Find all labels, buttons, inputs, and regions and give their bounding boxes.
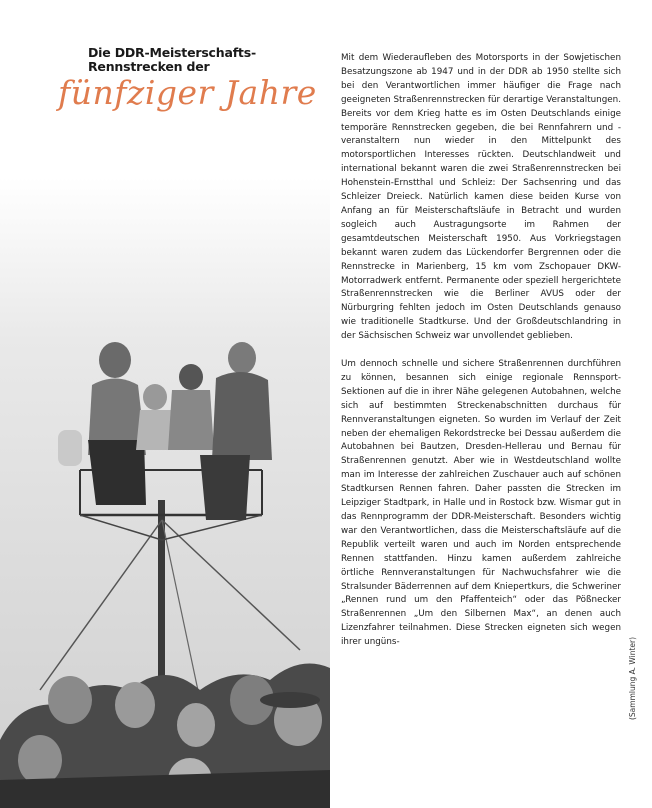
headline-script: fünfziger Jahre [58,73,317,112]
paragraph-1: Mit dem Wiederaufleben des Motorsports in der Sowjetischen Besatzungszone ab 1947 und in der DDR ab 1950 stellte sich bei den Verantwortlichen immer häufiger die Frage nach geeigneten Straßenrennstrecken für derartige Veranstaltungen. Bereits vor dem Krieg hatte es im Osten Deutschlands einige temporäre Rennstrecken gegeben, die bei Rennfahrern und -veranstaltern nun wieder in den Mittelpunkt des motorsportlichen Interesses rückten. Deutschlandweit und international bekannt waren die zwei Straßenrennstrecken bei Hohenstein-Ernstthal und Schleiz: Der Sachsenring und das Schleizer Dreieck. Natürlich kamen diese beiden Kurse von Anfang an für Meisterschaftsläufe in Betracht und wurden sogleich auch Austragungsorte im Rahmen der gesamtdeutschen Meisterschaft 1950. Aus Vorkriegstagen bekannt waren zudem das Lückendorfer Bergrennen oder die Rennstrecke in Marienberg, 15 km vom Zschopauer DKW-Motorradwerk entfernt. Permanente oder speziell hergerichtete Straßenrennstrecken wie die Berliner AVUS oder der Nürburgring fehlten jedoch im Osten Deutschlands genauso wie traditionelle Stadtkurse. Und der Großdeutschlandring in der Sächsischen Schweiz war unvollendet geblieben. [341,53,621,342]
photo-credit: (Sammlung A. Winter) [628,636,637,720]
headline [58,45,328,112]
headline-line-2: Rennstrecken der [88,59,210,74]
article-body [341,52,621,650]
headline-line-1: Die DDR-Meisterschafts- [88,45,256,60]
paragraph-2: Um dennoch schnelle und sichere Straßenrennen durchführen zu können, besannen sich einige regionale Rennsport-Sektionen auf die in ihrer Nähe gelegenen Autobahnen, welche sich auf bestimmten Streckenabschnitten durchaus für Rennveranstaltungen eigneten. So wurden im Verlauf der Zeit neben der ehemaligen Rekordstrecke bei Dessau außerdem die Autobahnen bei Bautzen, Dresden-Hellerau und Bernau für Straßenrennen genutzt. Aber wie in Westdeutschland wollte man im Interesse der zahlreichen Zuschauer auch auf schönen Stadtkursen Rennen fahren. Daher passten die Strecken im Leipziger Stadtpark, in Halle und in Rostock bzw. Wismar gut in das Rennprogramm der DDR-Meisterschaft. Besonders wichtig war den Verantwortlichen, dass die Meisterschaftsläufe auf die Republik verteilt waren und auch im Norden entsprechende Rennen stattfanden. Hinzu kamen außerdem zahlreiche örtliche Rennveranstaltungen für Nachwuchsfahrer wie die Stralsunder Bäderrennen auf dem Kniepertkurs, die Schweriner „Rennen rund um den Pfaffenteich“ oder das Pößnecker Straßenrennen „Um den Silbernen Max“, an denen auch Lizenzfahrer teilnahmen. Diese Strecken eigneten sich wegen ihrer ungüns- [341,359,621,648]
